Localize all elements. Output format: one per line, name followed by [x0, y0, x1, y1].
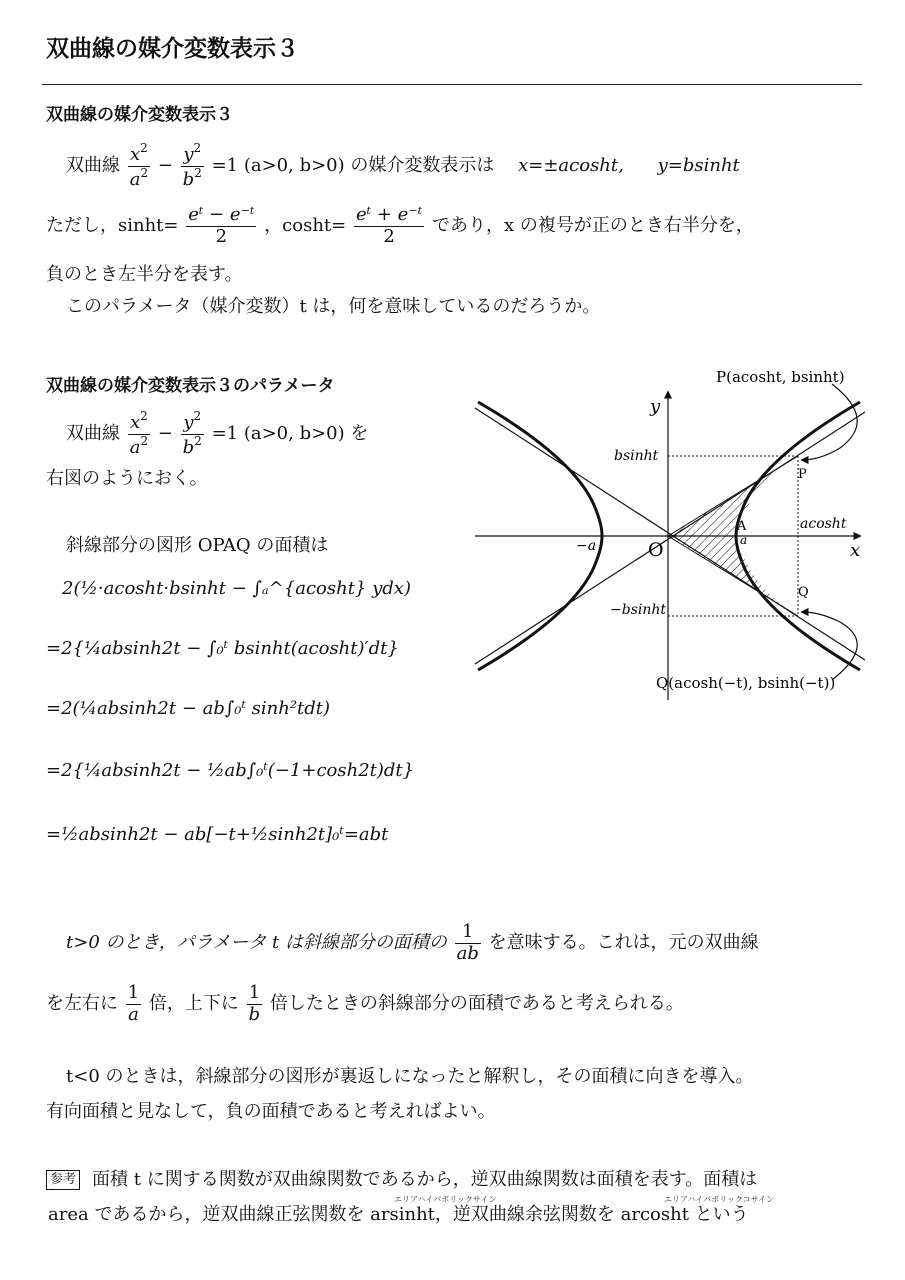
frac-den: b [182, 436, 195, 458]
section1-heading: 双曲線の媒介変数表示３ [46, 105, 233, 125]
frac-den: a [129, 168, 141, 190]
fraction-y2-b2: $\frac{y^2}{b^2}$ [182, 409, 202, 458]
param-x: x=±acosht, [518, 155, 624, 177]
section1-line3: 負のとき左半分を表す。 [46, 264, 243, 285]
section3-line4: 有向面積と見なして，負の面積であると考えればよい。 [46, 1101, 496, 1122]
note-line1 [46, 1170, 757, 1190]
fraction-1-b [247, 983, 263, 1025]
x-axis-label: x [850, 540, 861, 561]
fraction-x2-a2: $\frac{x^2}{a^2}$ [129, 409, 149, 458]
pointer-Q [802, 612, 857, 680]
text-fragment: 双曲線 [66, 155, 120, 177]
fraction-x2-a2: $\frac{x^2}{a^2}$ [129, 141, 149, 190]
frac-den: a [128, 1003, 139, 1025]
section2-line3: 斜線部分の図形 OPAQ の面積は [66, 535, 329, 556]
equation-line-1: 2(½·acosht·bsinht − ∫ₐ^{acosht} ydx) [62, 578, 411, 599]
frac-den: 2 [215, 225, 228, 247]
section1-line1: 双曲線 $\frac{x^2}{a^2}$ − $\frac{y^2}{b^2}$ =1 (a>0, b>0) の媒介変数表示は x=±acosht, y=bsinht [66, 141, 740, 190]
asymptote-2 [475, 412, 865, 664]
tick-bsinht: bsinht [614, 448, 659, 464]
equation-line-4: =2{¼absinh2t − ½ab∫₀ᵗ(−1+cosh2t)dt} [46, 760, 415, 781]
section3-line3: t<0 のときは，斜線部分の図形が裏返しになったと解釈し，その面積に向きを導入。 [66, 1066, 754, 1087]
point-A-label: A [737, 519, 747, 534]
note-line2: area であるから，逆双曲線正弦関数を arsinht，逆双曲線余弦関数を arcosht という [48, 1204, 749, 1225]
hyperbola-graph [460, 360, 880, 705]
frac-den: a [129, 436, 141, 458]
y-axis-label: y [650, 396, 661, 417]
text-fragment: =1 (a>0, b>0) を [211, 423, 369, 445]
frac-den: ab [456, 942, 479, 964]
frac-num: x [130, 412, 141, 433]
text-fragment: ，cosht= [264, 215, 347, 237]
fraction-y2-b2: $\frac{y^2}{b^2}$ [182, 141, 202, 190]
section2-line2: 右図のようにおく。 [46, 468, 208, 489]
frac-den: 2 [383, 225, 395, 247]
frac-den: b [182, 168, 195, 190]
frac-den: b [248, 1003, 261, 1025]
text-fragment: ただし，sinht= [46, 215, 179, 237]
equation-line-3: =2(¼absinh2t − ab∫₀ᵗ sinh²tdt) [46, 698, 331, 719]
fraction-cosh [354, 205, 424, 247]
frac-num: 1 [127, 982, 140, 1003]
fraction-1-a [126, 983, 141, 1025]
frac-num: x [130, 144, 141, 165]
text-fragment: 倍，上下に [148, 993, 239, 1015]
equation-line-2: =2{¼absinh2t − ∫₀ᵗ bsinht(acosht)′dt} [46, 638, 399, 659]
frac-num: 1 [455, 922, 481, 944]
origin-label: O [648, 539, 664, 561]
section1-line2 [46, 205, 754, 247]
text-fragment: を意味する。これは，元の双曲線 [488, 932, 759, 954]
frac-num: y [183, 412, 194, 433]
frac-num: 1 [247, 983, 263, 1005]
text-fragment: 倍したときの斜線部分の面積であると考えられる。 [269, 993, 684, 1015]
text-fragment: t>0 のとき，パラメータ t は斜線部分の面積の [66, 932, 447, 954]
tick-a: a [740, 533, 748, 547]
section1-line4: このパラメータ（媒介変数）t は，何を意味しているのだろうか。 [66, 296, 601, 317]
section2-line1: 双曲線 $\frac{x^2}{a^2}$ − $\frac{y^2}{b^2}$ =1 (a>0, b>0) を [66, 409, 369, 458]
equation-line-5: =½absinh2t − ab[−t+½sinh2t]₀ᵗ=abt [46, 824, 389, 845]
point-P-label: P [798, 467, 807, 482]
ruby-arcosh: エリアハイパボリックコサイン [664, 1195, 775, 1204]
text-fragment: =1 (a>0, b>0) の媒介変数表示は [211, 155, 495, 177]
frac-num: eᵗ + e⁻ᵗ [356, 204, 423, 225]
text-fragment: 面積 t に関する関数が双曲線関数であるから，逆双曲線関数は面積を表す。面積は [92, 1169, 758, 1190]
tick-acosht: acosht [800, 516, 847, 532]
point-Q-label: Q [798, 585, 809, 600]
frac-num: eᵗ − e⁻ᵗ [188, 204, 255, 225]
text-fragment: 双曲線 [66, 423, 120, 445]
text-fragment: を左右に [46, 993, 118, 1015]
frac-num: y [183, 144, 194, 165]
tick-neg-bsinht: −bsinht [610, 602, 667, 618]
param-y: y=bsinht [657, 155, 740, 177]
section3-line2 [46, 983, 684, 1025]
section2-heading: 双曲線の媒介変数表示３のパラメータ [46, 376, 335, 396]
fraction-sinh [186, 205, 256, 247]
section3-line1 [66, 922, 759, 964]
label-Q-coords: Q(acosh(−t), bsinh(−t)) [656, 674, 836, 692]
reference-tag: 参考 [46, 1170, 80, 1190]
title-divider [42, 84, 862, 85]
fraction-1-ab [455, 922, 481, 964]
tick-neg-a: −a [576, 538, 597, 554]
text-fragment: であり，x の複号が正のとき右半分を， [431, 215, 754, 237]
label-P-coords: P(acosht, bsinht) [716, 368, 845, 386]
asymptote-1 [475, 408, 865, 660]
page-title: 双曲線の媒介変数表示３ [46, 36, 299, 62]
ruby-arsinh: エリアハイパボリックサイン [394, 1195, 497, 1204]
